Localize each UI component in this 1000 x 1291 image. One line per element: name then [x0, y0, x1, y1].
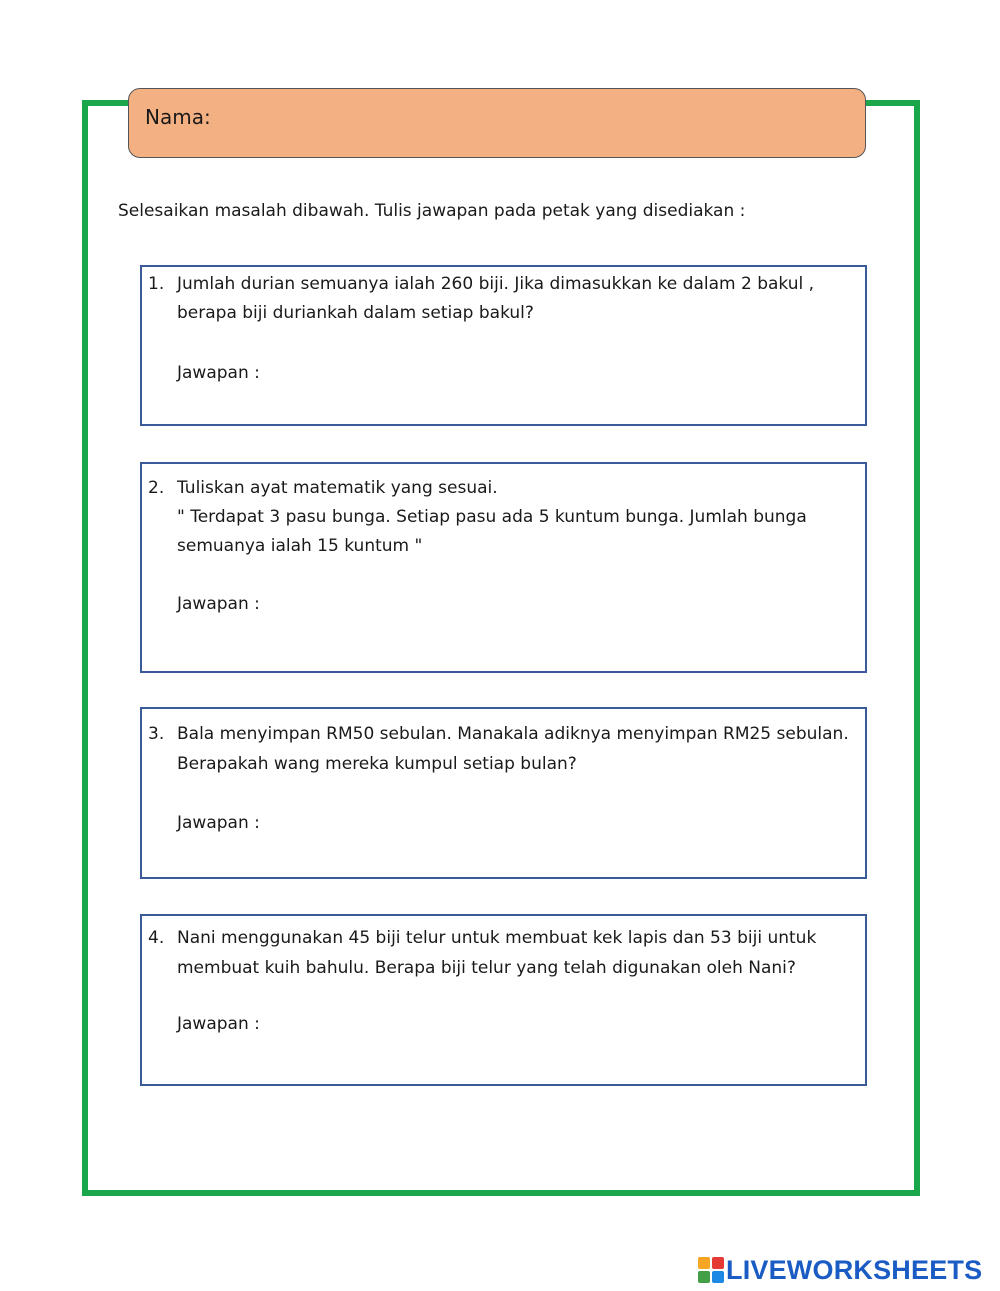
liveworksheets-logo-icon	[698, 1257, 724, 1283]
answer-label: Jawapan :	[177, 594, 260, 614]
question-text-line: Jumlah durian semuanya ialah 260 biji. Jika dimasukkan ke dalam 2 bakul ,	[177, 274, 815, 294]
brand-name: LIVEWORKSHEETS	[726, 1254, 983, 1285]
question-text-line: semuanya ialah 15 kuntum "	[177, 536, 423, 556]
question-text-line: Bala menyimpan RM50 sebulan. Manakala adiknya menyimpan RM25 sebulan.	[177, 724, 849, 744]
answer-label: Jawapan :	[177, 363, 260, 383]
instruction-text: Selesaikan masalah dibawah. Tulis jawapan pada petak yang disediakan :	[118, 201, 746, 221]
name-label: Nama:	[145, 105, 211, 129]
question-box-4	[140, 914, 867, 1086]
question-box-3	[140, 707, 867, 879]
answer-label: Jawapan :	[177, 813, 260, 833]
question-text-line: berapa biji duriankah dalam setiap bakul?	[177, 303, 534, 323]
question-number: 4.	[148, 928, 165, 948]
question-number: 1.	[148, 274, 165, 294]
question-box-1	[140, 265, 867, 426]
question-text-line: Tuliskan ayat matematik yang sesuai.	[177, 478, 498, 498]
question-number: 2.	[148, 478, 165, 498]
answer-label: Jawapan :	[177, 1014, 260, 1034]
question-number: 3.	[148, 724, 165, 744]
question-box-2	[140, 462, 867, 673]
question-text-line: membuat kuih bahulu. Berapa biji telur yang telah digunakan oleh Nani?	[177, 958, 796, 978]
question-text-line: Nani menggunakan 45 biji telur untuk membuat kek lapis dan 53 biji untuk	[177, 928, 817, 948]
question-text-line: " Terdapat 3 pasu bunga. Setiap pasu ada 5 kuntum bunga. Jumlah bunga	[177, 507, 807, 527]
name-box[interactable]	[128, 88, 866, 158]
question-text-line: Berapakah wang mereka kumpul setiap bulan?	[177, 754, 577, 774]
liveworksheets-brand[interactable]	[698, 1255, 982, 1285]
